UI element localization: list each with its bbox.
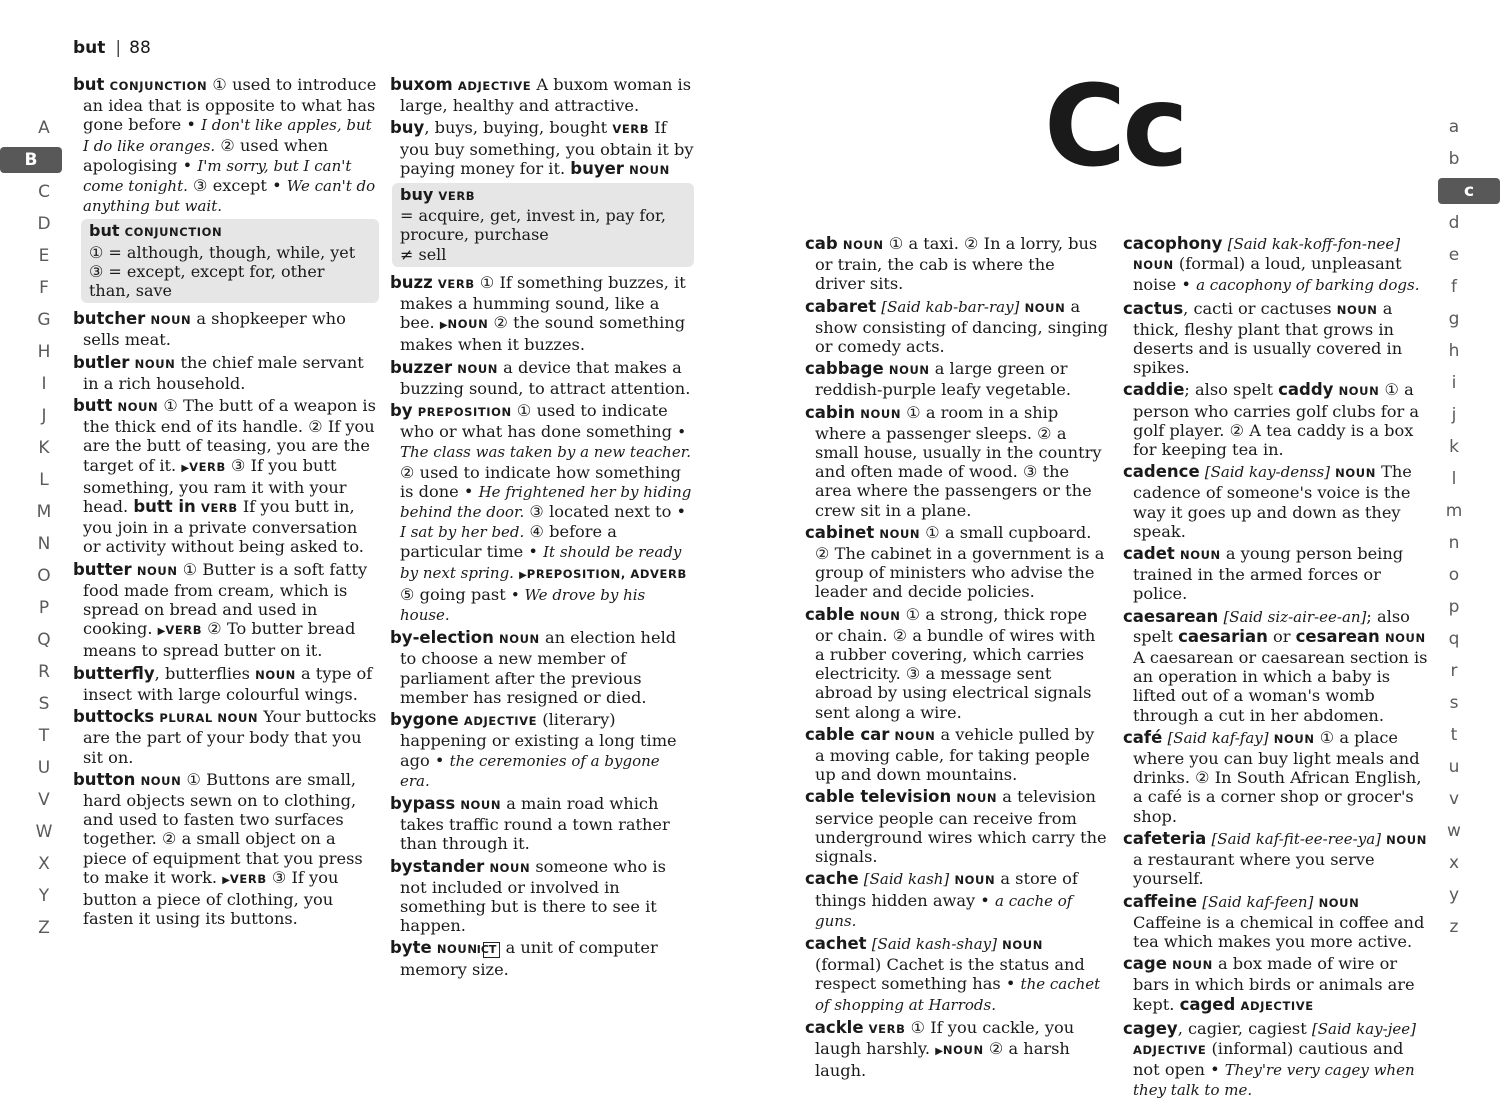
thumb-tab-t[interactable]: t: [1450, 725, 1458, 745]
entry-caffeine: caffeine [Said kaf-feen] NOUN Caffeine is a chemical in coffee and tea which makes you more active.: [1123, 891, 1425, 951]
thumb-tab-k[interactable]: k: [1449, 437, 1459, 457]
thumb-tab-l[interactable]: l: [1451, 469, 1457, 489]
thumb-tab-y[interactable]: y: [1448, 885, 1460, 905]
thumb-tab-p[interactable]: p: [1448, 597, 1460, 617]
entry-but: but CONJUNCTION ① used to introduce an idea that is opposite to what has gone before • I don't like apples, but I do like oranges. ② used when apologising • I'm sorry, but I can't come tonight. ③ except • We can't do anything but wait.: [73, 75, 377, 216]
entry-butcher: butcher NOUN a shopkeeper who sells meat.: [73, 309, 346, 350]
entry-by-election: by-election NOUN an election held to choose a new member of parliament after the previous member has resigned or died.: [390, 628, 677, 707]
thumb-tab-w[interactable]: w: [1447, 821, 1461, 841]
entry-cachet: cachet [Said kash-shay] NOUN (formal) Cachet is the status and respect something has • the cachet of shopping at Harrods.: [805, 933, 1101, 1014]
entry-cable-car: cable car NOUN a vehicle pulled by a moving cable, for taking people up and down mountains.: [805, 724, 1095, 785]
thumb-tab-z[interactable]: z: [1449, 917, 1459, 937]
thumb-tab-T[interactable]: T: [38, 726, 50, 746]
thumb-tab-e[interactable]: e: [1448, 245, 1460, 265]
thumb-tab-q[interactable]: q: [1448, 629, 1460, 649]
entry-cache: cache [Said kash] NOUN a store of things hidden away • a cache of guns.: [805, 869, 1078, 930]
thumb-tab-u[interactable]: u: [1448, 757, 1460, 777]
thumb-tab-A[interactable]: A: [38, 118, 50, 138]
thumb-tab-a[interactable]: a: [1448, 117, 1460, 137]
thumb-tab-P[interactable]: P: [38, 598, 50, 618]
entry-bypass: bypass NOUN a main road which takes traffic round a town rather than through it.: [390, 793, 670, 854]
thumb-tab-j[interactable]: j: [1451, 405, 1457, 425]
entry-butler: butler NOUN the chief male servant in a rich household.: [73, 352, 364, 393]
entry-cab: cab NOUN ① a taxi. ② In a lorry, bus or train, the cab is where the driver sits.: [805, 234, 1098, 294]
thumb-tab-F[interactable]: F: [39, 278, 49, 298]
thumb-tab-d[interactable]: d: [1448, 213, 1460, 233]
entry-bygone: bygone ADJECTIVE (literary) happening or existing a long time ago • the ceremonies of a bygone era.: [390, 710, 677, 790]
thumb-tab-V[interactable]: V: [38, 790, 50, 810]
entry-cabbage: cabbage NOUN a large green or reddish-purple leafy vegetable.: [805, 359, 1071, 400]
entry-bystander: bystander NOUN someone who is not included or involved in something but is there to see it happen.: [390, 856, 666, 936]
thumb-tab-N[interactable]: N: [37, 534, 51, 554]
subject-label: ICT: [483, 942, 501, 958]
entry-buxom: buxom ADJECTIVE A buxom woman is large, healthy and attractive.: [390, 75, 692, 116]
entry-cafeteria: cafeteria [Said kaf-fit-ee-ree-ya] NOUN a restaurant where you serve yourself.: [1123, 828, 1427, 889]
thumb-tab-S[interactable]: S: [38, 694, 50, 714]
thumb-tab-Q[interactable]: Q: [37, 630, 51, 650]
thumb-tab-E[interactable]: E: [38, 246, 50, 266]
entry-caesarean: caesarean [Said siz-air-ee-an]; also spelt caesarian or cesarean NOUN A caesarean or caesarean section is an operation in which a baby is lifted out of a woman's womb through a cut in her abdomen.: [1123, 606, 1428, 725]
entry-cabin: cabin NOUN ① a room in a ship where a passenger sleeps. ② a small house, usually in the country and often made of wood. ③ the area where the passengers or the crew sit in a plane.: [805, 402, 1102, 520]
entry-buttocks: buttocks PLURAL NOUN Your buttocks are the part of your body that you sit on.: [73, 707, 377, 767]
thumb-tab-U[interactable]: U: [37, 758, 51, 778]
thumb-tab-O[interactable]: O: [37, 566, 51, 586]
running-header: but | 88: [73, 38, 151, 58]
thumb-tab-I[interactable]: I: [41, 374, 47, 394]
thumb-tab-K[interactable]: K: [38, 438, 50, 458]
thumb-tab-b[interactable]: b: [1448, 149, 1460, 169]
page-number: 88: [129, 38, 151, 58]
entry-by: by PREPOSITION ① used to indicate who or what has done something • The class was taken by a new teacher. ② used to indicate how something is done • He frightened her by hiding behind the door. ③ located next to • I sat by her bed. ④ before a particular time • It should be ready by next spring. ▶PREPOSITION, ADVERB ⑤ going past • We drove by his house.: [390, 401, 692, 625]
entry-cactus: cactus, cacti or cactuses NOUN a thick, fleshy plant that grows in deserts and is usually covered in spikes.: [1123, 298, 1403, 378]
thesaurus-box-buy: buy VERB = acquire, get, invest in, pay for, procure, purchase ≠ sell: [392, 183, 694, 267]
column-4: [1123, 234, 1429, 1104]
thumb-tab-C[interactable]: C: [38, 182, 50, 202]
thumb-tab-o[interactable]: o: [1448, 565, 1460, 585]
thumb-tab-M[interactable]: M: [36, 502, 52, 522]
thumb-tab-L[interactable]: L: [39, 470, 49, 490]
entry-buy: buy, buys, buying, bought VERB If you buy something, you obtain it by paying money for it. buyer NOUN: [390, 118, 694, 178]
thumb-tab-v[interactable]: v: [1448, 789, 1460, 809]
thumb-tab-x[interactable]: x: [1448, 853, 1460, 873]
entry-byte: byte NOUN ICT a unit of computer memory size.: [390, 938, 658, 979]
thumb-tab-i[interactable]: i: [1451, 373, 1457, 393]
thumb-tab-H[interactable]: H: [37, 342, 51, 362]
thumb-tab-R[interactable]: R: [38, 662, 50, 682]
entry-buzz: buzz VERB ① If something buzzes, it makes a humming sound, like a bee. ▶NOUN ② the sound something makes when it buzzes.: [390, 272, 686, 355]
thumb-tab-m[interactable]: m: [1445, 501, 1463, 521]
thumb-tab-Y[interactable]: Y: [38, 886, 50, 906]
entry-cafe: café [Said kaf-fay] NOUN ① a place where you can buy light meals and drinks. ② In South African English, a café is a corner shop or grocer's shop.: [1123, 727, 1422, 826]
header-word: but: [73, 38, 106, 58]
thumb-tab-h[interactable]: h: [1448, 341, 1460, 361]
entry-caddie: caddie; also spelt caddy NOUN ① a person who carries golf clubs for a golf player. ② A tea caddy is a box for keeping tea in.: [1123, 380, 1420, 460]
section-letter: Cc: [1044, 62, 1185, 192]
entry-cadet: cadet NOUN a young person being trained in the armed forces or police.: [1123, 544, 1404, 604]
thumb-tab-g[interactable]: g: [1448, 309, 1460, 329]
thumb-tab-D[interactable]: D: [37, 214, 51, 234]
entry-cackle: cackle VERB ① If you cackle, you laugh harshly. ▶NOUN ② a harsh laugh.: [805, 1017, 1075, 1081]
thumb-tab-f[interactable]: f: [1451, 277, 1457, 297]
entry-cabinet: cabinet NOUN ① a small cupboard. ② The cabinet in a government is a group of ministers who advise the leader and decide policies.: [805, 522, 1105, 602]
entry-button: button NOUN ① Buttons are small, hard objects sewn on to clothing, and used to fasten two surfaces together. ② a small object on a piece of equipment that you press to make it work. ▶VERB ③ If you button a piece of clothing, you fasten it using its buttons.: [73, 769, 363, 929]
thumb-tab-Z[interactable]: Z: [38, 918, 50, 938]
thumb-tab-W[interactable]: W: [35, 822, 53, 842]
entry-cable-television: cable television NOUN a television service people can receive from underground wires which carry the signals.: [805, 787, 1107, 867]
thumb-tab-J[interactable]: J: [41, 406, 47, 426]
column-2: [390, 75, 694, 982]
entry-cage: cage NOUN a box made of wire or bars in which birds or animals are kept. caged ADJECTIVE: [1123, 954, 1415, 1014]
entry-butterfly: butterfly, butterflies NOUN a type of insect with large colourful wings.: [73, 663, 373, 704]
column-3: [805, 234, 1109, 1083]
thumb-tab-X[interactable]: X: [38, 854, 50, 874]
entry-cabaret: cabaret [Said kab-bar-ray] NOUN a show consisting of dancing, singing or comedy acts.: [805, 296, 1109, 357]
entry-butt: butt NOUN ① The butt of a weapon is the thick end of its handle. ② If you are the butt of teasing, you are the target of it. ▶VERB ③ If you butt something, you ram it with your head. butt in VERB If you butt in, you join in a private conversation or activity without being asked to.: [73, 396, 376, 557]
thesaurus-box-but: but CONJUNCTION ① = although, though, while, yet ③ = except, except for, other than, save: [81, 219, 379, 303]
entry-cagey: cagey, cagier, cagiest [Said kay-jee] ADJECTIVE (informal) cautious and not open • They're very cagey when they talk to me.: [1123, 1018, 1416, 1100]
entry-butter: butter NOUN ① Butter is a soft fatty food made from cream, which is spread on bread and used in cooking. ▶VERB ② To butter bread means to spread butter on it.: [73, 559, 368, 661]
entry-buzzer: buzzer NOUN a device that makes a buzzing sound, to attract attention.: [390, 357, 691, 398]
entry-cable: cable NOUN ① a strong, thick rope or chain. ② a bundle of wires with a rubber covering, which carries electricity. ③ a message sent abroad by using electrical signals sent along a wire.: [805, 604, 1096, 722]
column-1: [73, 75, 379, 931]
thumb-tab-n[interactable]: n: [1448, 533, 1460, 553]
thumb-tab-c[interactable]: c: [1438, 178, 1500, 204]
thumb-tab-B[interactable]: B: [0, 147, 62, 173]
thumb-tab-s[interactable]: s: [1449, 693, 1459, 713]
thumb-tab-r[interactable]: r: [1450, 661, 1458, 681]
entry-cacophony: cacophony [Said kak-koff-fon-nee] NOUN (formal) a loud, unpleasant noise • a cacophony of barking dogs.: [1123, 234, 1420, 295]
entry-cadence: cadence [Said kay-denss] NOUN The cadence of someone's voice is the way it goes up and down as they speak.: [1123, 462, 1412, 541]
thumb-tab-G[interactable]: G: [37, 310, 51, 330]
